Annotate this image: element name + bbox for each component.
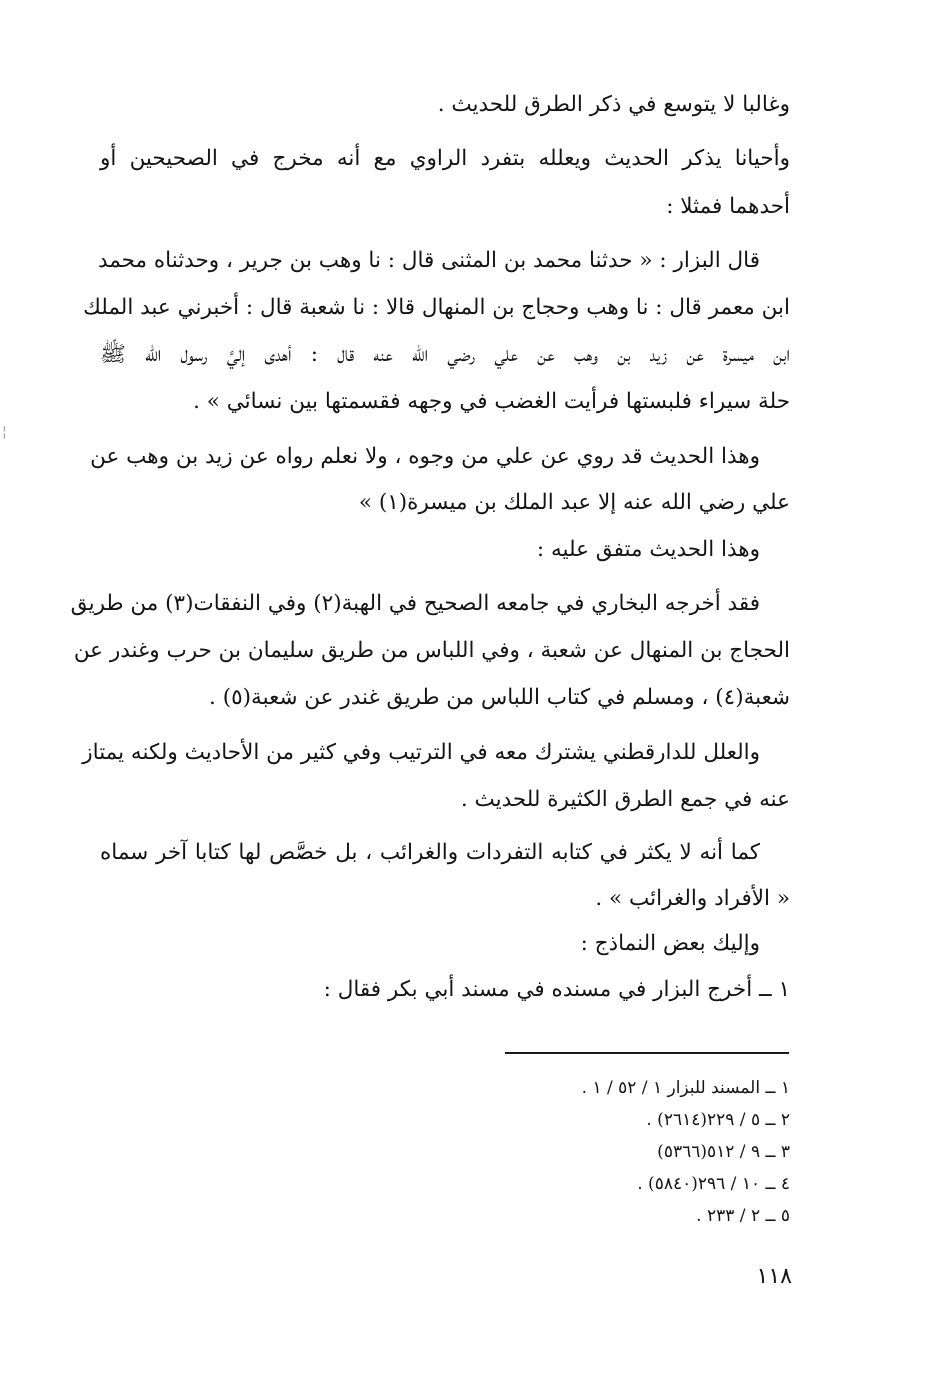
text-line: ابن معمر قال : نا وهب وحجاج بن المنهال قالا : نا شعبة قال : أخبرني عبد الملك <box>83 295 790 320</box>
text-line: أحدهما فمثلا : <box>666 194 790 219</box>
footnotes <box>490 1072 790 1232</box>
footnote: ٤ ــ ١٠ / ٢٩٦(٥٨٤٠) . <box>637 1174 790 1194</box>
text-line: كما أنه لا يكثر في كتابه التفردات والغرائب ، بل خصَّص لها كتابا آخر سماه <box>100 840 760 865</box>
page-number: ١١٨ <box>756 1264 792 1289</box>
text-line: وهذا الحديث قد روي عن علي من وجوه ، ولا نعلم رواه عن زيد بن وهب عن <box>90 444 760 469</box>
footnote: ٥ ــ ٢ / ٢٣٣ . <box>696 1206 790 1226</box>
footnote: ٢ ــ ٥ / ٢٢٩(٢٦١٤) . <box>646 1110 790 1130</box>
text-line: وإليك بعض النماذج : <box>580 931 760 956</box>
text-line: علي رضي الله عنه إلا عبد الملك بن ميسرة(١) » <box>358 490 790 515</box>
text-line: شعبة(٤) ، ومسلم في كتاب اللباس من طريق غندر عن شعبة(٥) . <box>209 685 790 710</box>
text-line: فقد أخرجه البخاري في جامعه الصحيح في الهبة(٢) وفي النفقات(٣) من طريق <box>70 591 760 616</box>
margin-mark: ¦ <box>2 424 7 440</box>
text-line: وأحيانا يذكر الحديث ويعلله بتفرد الراوي مع أنه مخرج في الصحيحين أو <box>100 146 790 171</box>
footnote: ١ ــ المسند للبزار ١ / ٥٢ / ١ . <box>581 1078 790 1098</box>
text-line: عنه في جمع الطرق الكثيرة للحديث . <box>460 787 790 812</box>
text-line: والعلل للدارقطني يشترك معه في الترتيب وفي كثير من الأحاديث ولكنه يمتاز <box>82 740 760 765</box>
text-line: قال البزار : « حدثنا محمد بن المثنى قال : نا وهب بن جرير ، وحدثناه محمد <box>97 248 760 273</box>
text-line: وهذا الحديث متفق عليه : <box>536 537 760 562</box>
text-line: حلة سيراء فلبستها فرأيت الغضب في وجهه فقسمتها بين نسائي » . <box>193 389 790 414</box>
footnote: ٣ ــ ٩ / ٥١٢(٥٣٦٦) <box>657 1142 790 1162</box>
text-line: وغالبا لا يتوسع في ذكر الطرق للحديث . <box>437 92 790 117</box>
text-line: ابن ميسرة عن زيد بن وهب عن علي رضي الله عنه قال : أهدى إليَّ رسول الله ﷺ <box>100 342 790 367</box>
text-line: « الأفراد والغرائب » . <box>595 886 790 911</box>
footnote-divider <box>505 1052 789 1054</box>
numbered-item: ١ ــ أخرج البزار في مسنده في مسند أبي بكر فقال : <box>323 977 790 1002</box>
text-line: الحجاج بن المنهال عن شعبة ، وفي اللباس من طريق سليمان بن حرب وغندر عن <box>73 638 790 663</box>
